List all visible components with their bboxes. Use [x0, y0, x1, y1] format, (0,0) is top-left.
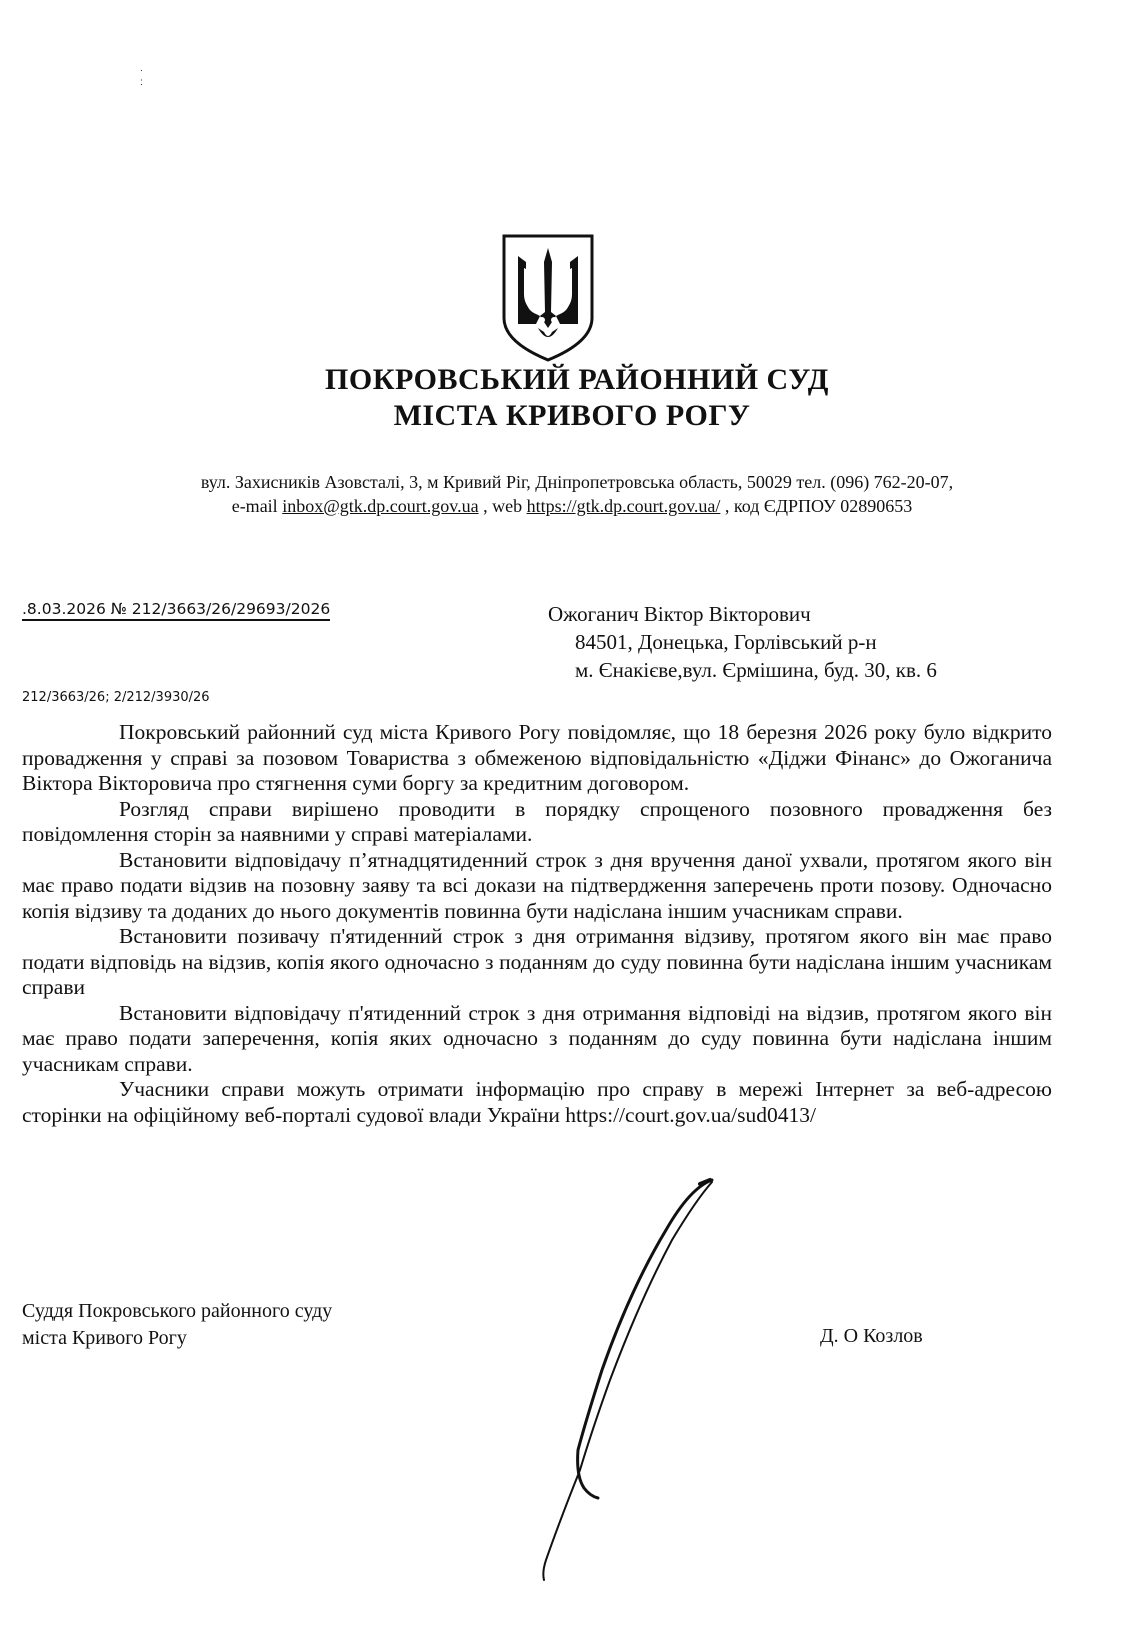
judge-position-line2: міста Кривого Рогу	[22, 1327, 187, 1349]
court-name-line1: ПОКРОВСЬКИЙ РАЙОННИЙ СУД	[325, 363, 829, 396]
trident-emblem-icon	[500, 232, 596, 364]
scan-artifact	[140, 62, 143, 90]
judge-position-line1: Суддя Покровського районного суду	[22, 1300, 333, 1322]
paragraph-objections-deadline: Встановити відповідачу п'ятиденний строк з дня отримання відповіді на відзив, протягом якого він має право подати заперечення, копія яких одночасно з поданням до суду повинна бути надіслана іншим учасникам справи.	[22, 1000, 1052, 1076]
paragraph-procedure: Розгляд справи вирішено проводити в порядку спрощеного позовного провадження без повідомлення сторін за наявними у справі матеріалами.	[22, 796, 1052, 846]
paragraph-online-info: Учасники справи можуть отримати інформацію про справу в мережі Інтернет за веб-адресою сторінки на офіційному веб-порталі судової влади України https://court.gov.ua/sud0413/	[22, 1077, 1052, 1127]
handwritten-signature-icon	[460, 1170, 760, 1590]
edrpou-code: , код ЄДРПОУ 02890653	[724, 496, 913, 516]
court-address: вул. Захисників Азовсталі, 3, м Кривий Ріг, Дніпропетровська область, 50029 тел. (096) 762-20-07,	[200, 472, 954, 492]
notice-body	[22, 720, 1052, 1128]
paragraph-plaintiff-deadline: Встановити позивачу п'ятиденний строк з дня отримання відзиву, протягом якого він має право подати відповідь на відзив, копія якого одночасно з поданням до суду повинна бути надіслана іншим учасникам справи	[22, 924, 1052, 999]
judge-name: Д. О Козлов	[820, 1325, 923, 1347]
scan-dot: :	[140, 77, 143, 88]
recipient-name: Ожоганич Віктор Вікторович	[548, 602, 811, 626]
outgoing-reference: .8.03.2026 № 212/3663/26/29693/2026	[22, 600, 330, 621]
web-link[interactable]: https://gtk.dp.court.gov.ua/	[526, 496, 721, 516]
court-contacts	[0, 494, 1144, 518]
case-numbers: 212/3663/26; 2/212/3930/26	[22, 690, 210, 705]
recipient-address-line1: 84501, Донецька, Горлівський р-н	[575, 630, 877, 654]
scan-dot: .	[140, 63, 143, 74]
email-link[interactable]: inbox@gtk.dp.court.gov.ua	[282, 496, 479, 516]
recipient-block	[548, 600, 937, 684]
paragraph-defendant-deadline: Встановити відповідачу п’ятнадцятиденний строк з дня вручення даної ухвали, протягом якого він має право подати відзив на позовну заяву та всі докази на підтвердження заперечень проти позову. Одночасно копія відзиву та доданих до нього документів повинна бути надіслана іншим учасникам справи.	[22, 847, 1052, 923]
web-label: , web	[483, 496, 527, 516]
recipient-address-line2: м. Єнакієве,вул. Єрмішина, буд. 30, кв. 6	[575, 658, 937, 682]
judge-position	[22, 1298, 332, 1352]
court-name-line2: МІСТА КРИВОГО РОГУ	[393, 399, 751, 432]
paragraph-opening: Покровський районний суд міста Кривого Рогу повідомляє, що 18 березня 2026 року було відкрито провадження у справі за позовом Товариства з обмеженою відповідальністю «Діджи Фінанс» до Ожоганича Віктора Вікторовича про стягнення суми боргу за кредитним договором.	[22, 720, 1052, 795]
email-label: e-mail	[231, 496, 283, 516]
